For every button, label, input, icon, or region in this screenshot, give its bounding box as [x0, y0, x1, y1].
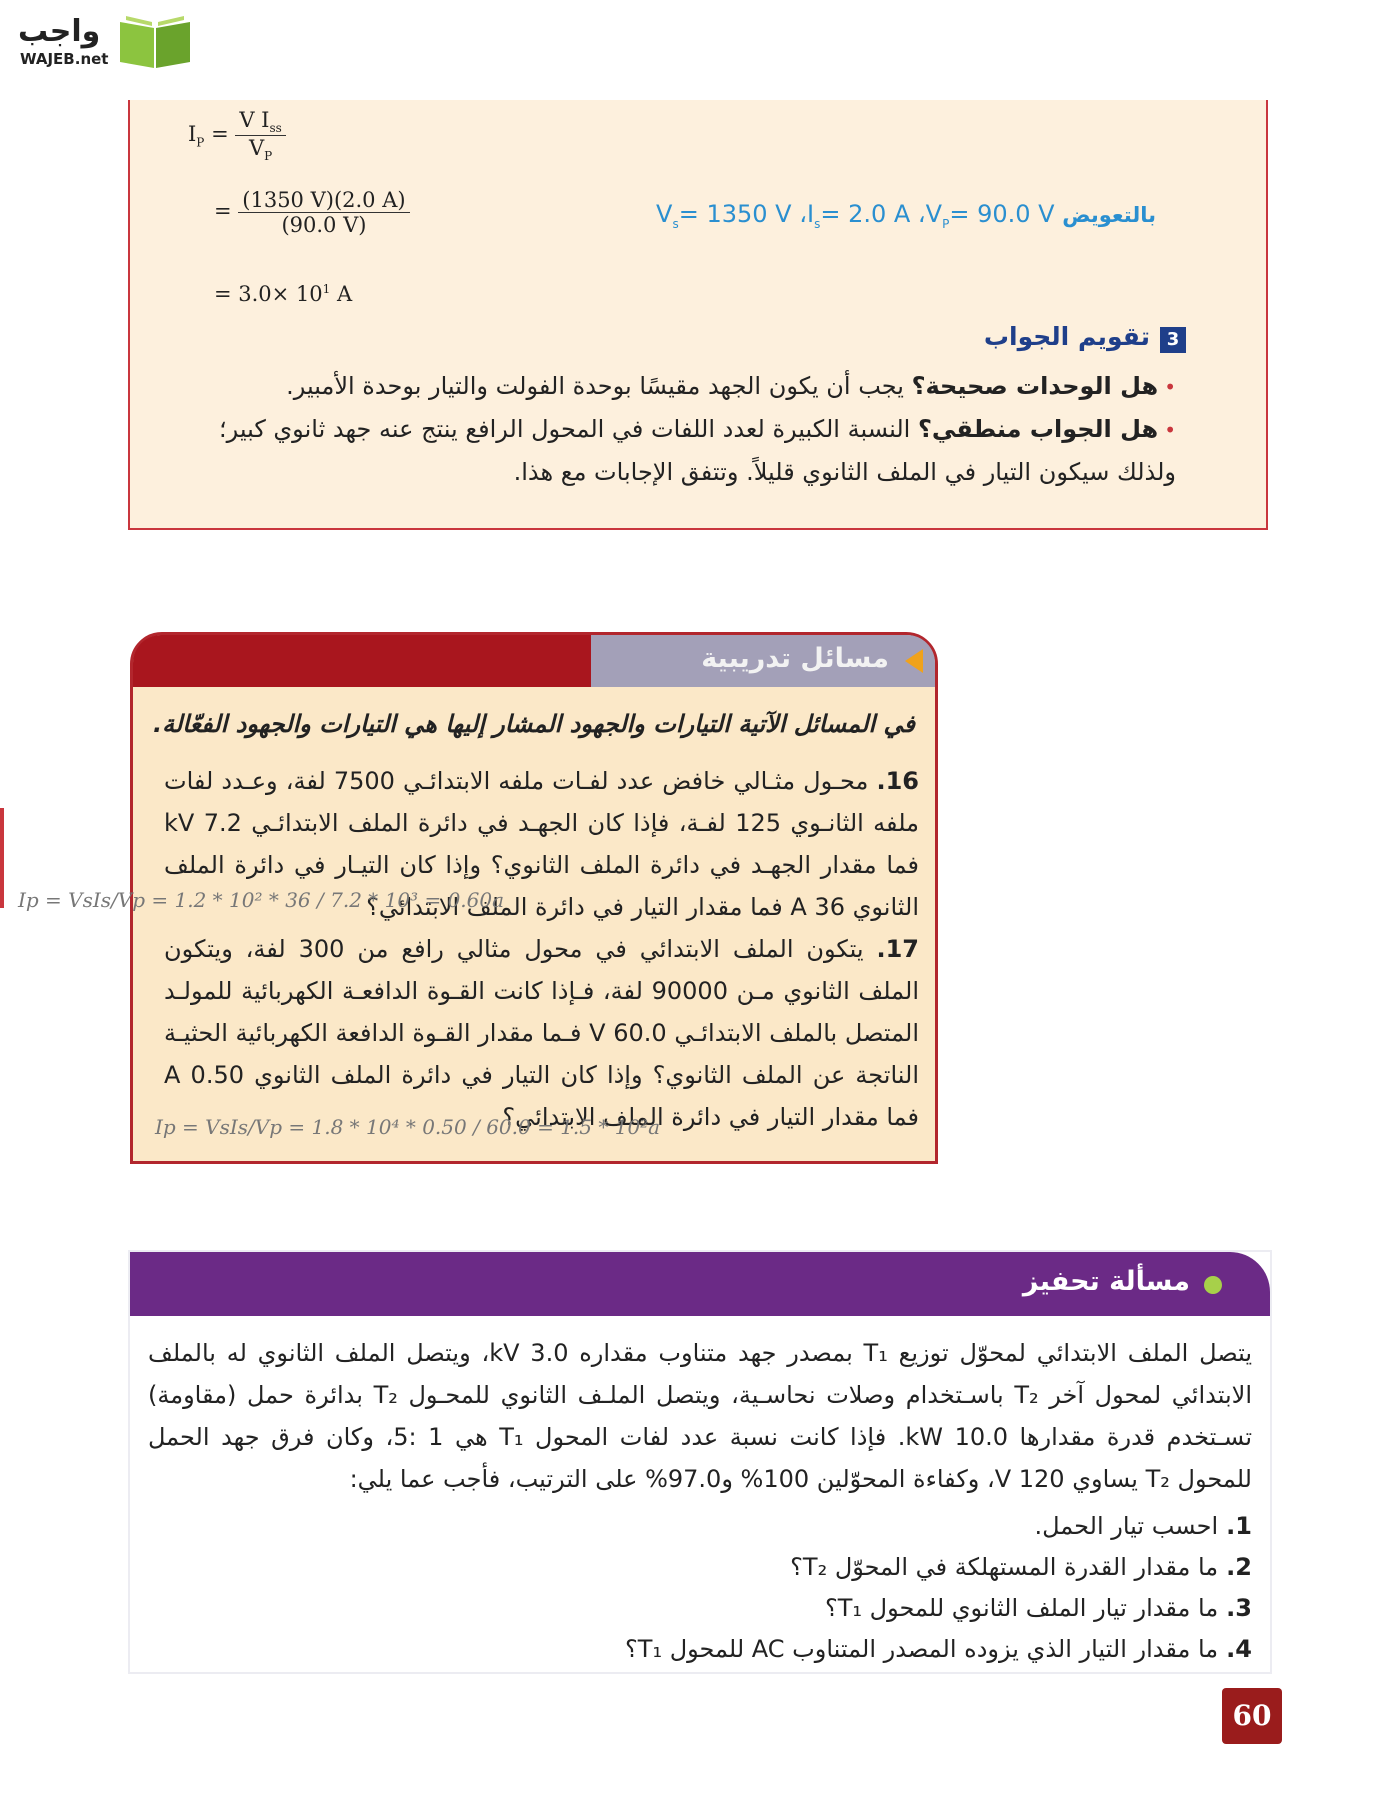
- page-number: 60: [1222, 1688, 1282, 1744]
- practice-header-red: [133, 635, 591, 687]
- bullet-units: •هل الوحدات صحيحة؟ يجب أن يكون الجهد مقيسًا بوحدة الفولت والتيار بوحدة الأمبير.: [286, 372, 1176, 400]
- challenge-title: مسألة تحفيز: [1022, 1266, 1190, 1297]
- formula-result: = $3.0\times 10^1$ A: [214, 282, 353, 306]
- solution-box: [128, 100, 1268, 530]
- challenge-text: يتصل الملف الابتدائي لمحوّل توزيع T₁ بمصدر جهد متناوب مقداره 3.0 kV، ويتصل الملف الثانوي له بالملف الابتدائي لمحول آخر T₂ باسـتخدام وصلات نحاسـية، ويتصل الملـف الثانوي للمحـول T₂ بدائرة حمل (مقاومة) تسـتخدم قدرة مقدارها 10.0 kW. فإذا كانت نسبة عدد لفات المحول T₁ هي 1 :5، وكان فرق جهد الحمل للمحول T₂ يساوي 120 V، وكفاءة المحوّلين 100% و97.0% على الترتيب، فأجب عما يلي:: [148, 1339, 1253, 1493]
- evaluate-answer-heading: 3تقويم الجواب: [984, 322, 1186, 353]
- arrow-left-icon: [905, 649, 923, 673]
- formula-ip: $I_P$ = $\frac{V I_{ss}}{V_P}$: [188, 108, 286, 163]
- margin-marker: [0, 808, 4, 908]
- step-number-badge: 3: [1160, 327, 1186, 353]
- question-1: 1.احسب تيار الحمل.: [1034, 1512, 1252, 1540]
- logo-latin-text: WAJEB.net: [20, 50, 109, 68]
- handwritten-answer-16: Ip = VsIs/Vp = 1.2 * 10² * 36 / 7.2 * 10³ = 0.60a: [18, 888, 505, 912]
- practice-title: مسائل تدريبية: [701, 643, 889, 674]
- formula-step-2: = $\frac{(1350 V)(2.0 A)}{(90.0 V)}$: [214, 188, 410, 237]
- logo-arabic-text: واجب: [18, 14, 101, 49]
- handwritten-answer-17: Ip = VsIs/Vp = 1.8 * 10⁴ * 0.50 / 60.0 = 1.5 * 10²a: [155, 1115, 661, 1139]
- bullet-logical: •هل الجواب منطقي؟ النسبة الكبيرة لعدد اللفات في المحول الرافع ينتج عنه جهد ثانوي كبير؛ ولذلك سيكون التيار في الملف الثانوي قليلاً. وتتفق الإجابات مع هذا.: [218, 415, 1176, 486]
- problem-16: 16. محـول مثـالي خافض عدد لفـات ملفه الابتدائـي 7500 لفة، وعـدد لفات ملفه الثانـوي 125 لفـة، فإذا كان الجهـد في دائرة الملف الابتدائـي 7.2 kV فما مقدار الجهـد في دائرة الملف الثانوي؟ وإذا كان التيـار في دائرة الملف الثانوي 36 A فما مقدار التيار في دائرة الملف الابتدائي؟: [164, 767, 919, 921]
- question-4: 4.ما مقدار التيار الذي يزوده المصدر المتناوب AC للمحول T₁؟: [625, 1635, 1252, 1663]
- substitution-line: بالتعويض $V_s= 1350$ V $،I_s= 2.0$ A $،V_P= 90.0$ V: [656, 200, 1156, 231]
- book-icon: [116, 12, 194, 70]
- site-logo[interactable]: [8, 6, 188, 70]
- question-3: 3.ما مقدار تيار الملف الثانوي للمحول T₁؟: [825, 1594, 1252, 1622]
- practice-intro: في المسائل الآتية التيارات والجهود المشار إليها هي التيارات والجهود الفعّالة.: [152, 710, 915, 738]
- evaluation-bullets: [196, 365, 1176, 493]
- question-2: 2.ما مقدار القدرة المستهلكة في المحوّل T₂؟: [790, 1553, 1252, 1581]
- challenge-box: [130, 1252, 1270, 1672]
- bullet-dot-icon: [1204, 1276, 1222, 1294]
- problem-17: 17. يتكون الملف الابتدائي في محول مثالي رافع من 300 لفة، ويتكون الملف الثانوي مـن 90000 لفة، فـإذا كانت القـوة الدافعـة الكهربائية للمولـد المتصل بالملف الابتدائـي 60.0 V فـما مقدار القـوة الدافعة الكهربائية الحثيـة الناتجة عن الملف الثانوي؟ وإذا كان التيار في دائرة الملف الثانوي 0.50 A فما مقدار التيار في دائرة الملف الابتدائي؟: [164, 935, 919, 1131]
